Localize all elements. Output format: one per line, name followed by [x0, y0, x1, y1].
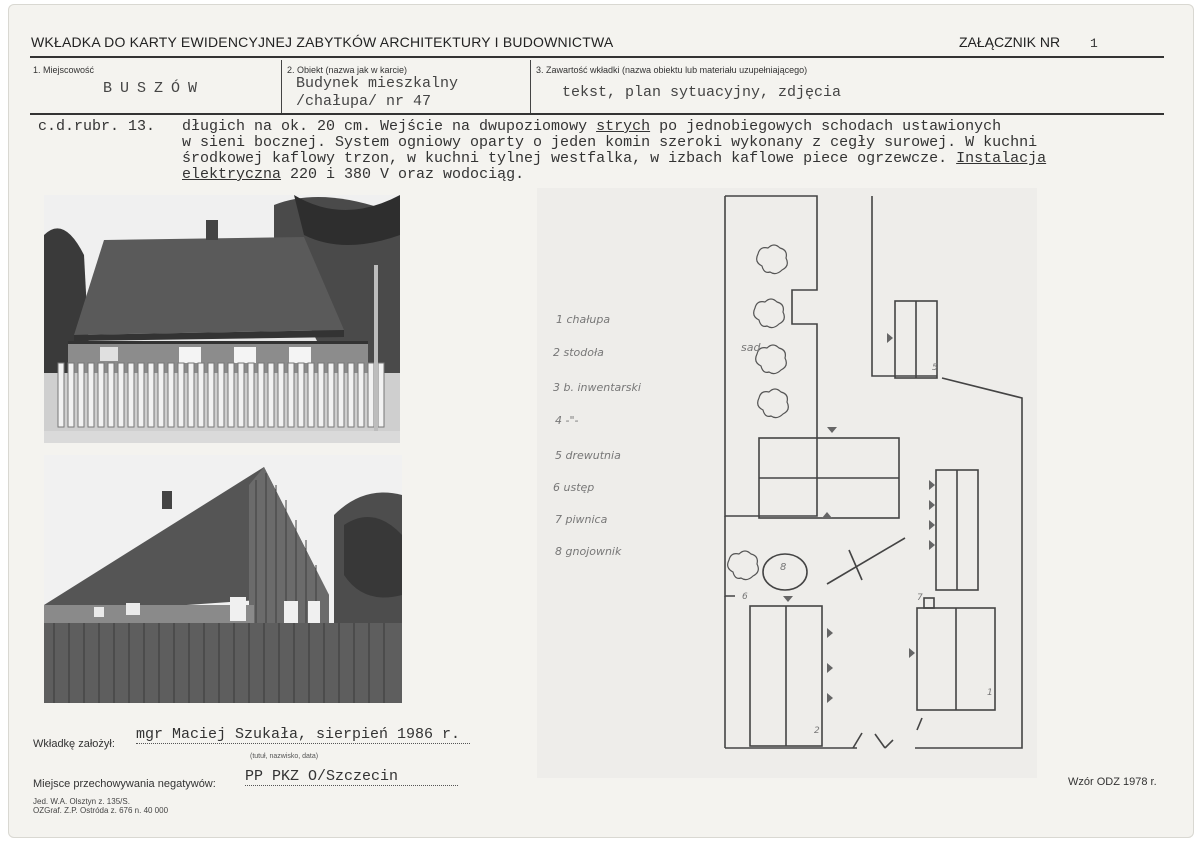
print-info-1: Jed. W.A. Olsztyn z. 135/S.	[33, 797, 130, 806]
orchard-label: sad	[741, 341, 761, 354]
fields-rule	[30, 113, 1164, 115]
plan-label-8: 8	[780, 562, 787, 573]
body-line-3: środkowej kaflowy trzon, w kuchni tylnej westfalka, w izbach kaflowe piece ogrzewcze. Instalacja	[182, 150, 1047, 167]
prepared-value: mgr Maciej Szukała, sierpień 1986 r.	[136, 726, 470, 744]
site-plan-drawing	[537, 188, 1037, 778]
field-separator	[530, 60, 531, 114]
legend-item: 1 chałupa	[556, 313, 611, 326]
field-separator	[281, 60, 282, 114]
photo-house-side-image	[44, 455, 402, 703]
photo-house-front-image	[44, 195, 400, 443]
legend-item: 3 b. inwentarski	[553, 381, 641, 394]
card-title: WKŁADKA DO KARTY EWIDENCYJNEJ ZABYTKÓW ARCHITEKTURY I BUDOWNICTWA	[31, 34, 614, 50]
attachment-label: ZAŁĄCZNIK NR	[959, 34, 1061, 50]
body-line-1: długich na ok. 20 cm. Wejście na dwupoziomowy strych po jednobiegowych schodach ustawionych	[182, 118, 1002, 135]
orchard-trees	[728, 245, 789, 580]
legend-item: 8 gnojownik	[555, 545, 622, 558]
body-line-4: elektryczna 220 i 380 V oraz wodociąg.	[182, 166, 525, 183]
form-model: Wzór ODZ 1978 r.	[1068, 776, 1157, 788]
plan-label-5: 5	[932, 363, 938, 373]
header-rule	[30, 56, 1164, 58]
legend-item: 4 -"-	[555, 414, 579, 427]
place-label: 1. Miejscowość	[33, 65, 95, 75]
plan-label-6: 6	[742, 592, 748, 602]
object-value-line1: Budynek mieszkalny	[296, 75, 459, 92]
photo-house-side	[44, 455, 402, 703]
plan-label-2: 2	[814, 726, 820, 736]
content-value: tekst, plan sytuacyjny, zdjęcia	[562, 84, 842, 101]
object-value-line2: /chałupa/ nr 47	[296, 93, 432, 110]
section-prefix: c.d.rubr. 13.	[38, 118, 156, 135]
legend-item: 6 ustęp	[553, 481, 595, 494]
prepared-label: Wkładkę założył:	[33, 738, 115, 750]
legend-item: 7 piwnica	[555, 513, 608, 526]
storage-label: Miejsce przechowywania negatywów:	[33, 778, 216, 790]
plan-label-7: 7	[917, 593, 923, 603]
plot-boundary-left-low	[725, 516, 735, 596]
body-line-2: w sieni bocznej. System ogniowy oparty o jeden komin szeroki wykonany z cegły surowej. W kuchni	[182, 134, 1038, 151]
cellar-7	[924, 598, 934, 608]
prepared-hint: (tutuł, nazwisko, data)	[250, 753, 319, 760]
site-plan	[537, 188, 1037, 778]
legend-item: 5 drewutnia	[555, 449, 621, 462]
object-label: 2. Obiekt (nazwa jak w karcie)	[287, 65, 408, 75]
plot-boundary-right-top	[872, 196, 937, 376]
plot-boundary-left	[725, 196, 817, 516]
print-info-2: OZGraf. Z.P. Ostróda z. 676 n. 40 000	[33, 806, 169, 815]
plan-label-1: 1	[987, 688, 993, 698]
content-label: 3. Zawartość wkładki (nazwa obiektu lub materiału uzupełniającego)	[536, 65, 808, 75]
place-value: BUSZÓW	[103, 80, 206, 97]
photo-house-front	[44, 195, 400, 443]
plot-boundary-right	[915, 378, 1022, 748]
storage-value: PP PKZ O/Szczecin	[245, 768, 458, 786]
legend-item: 2 stodoła	[553, 346, 604, 359]
attachment-number: 1	[1090, 36, 1098, 51]
